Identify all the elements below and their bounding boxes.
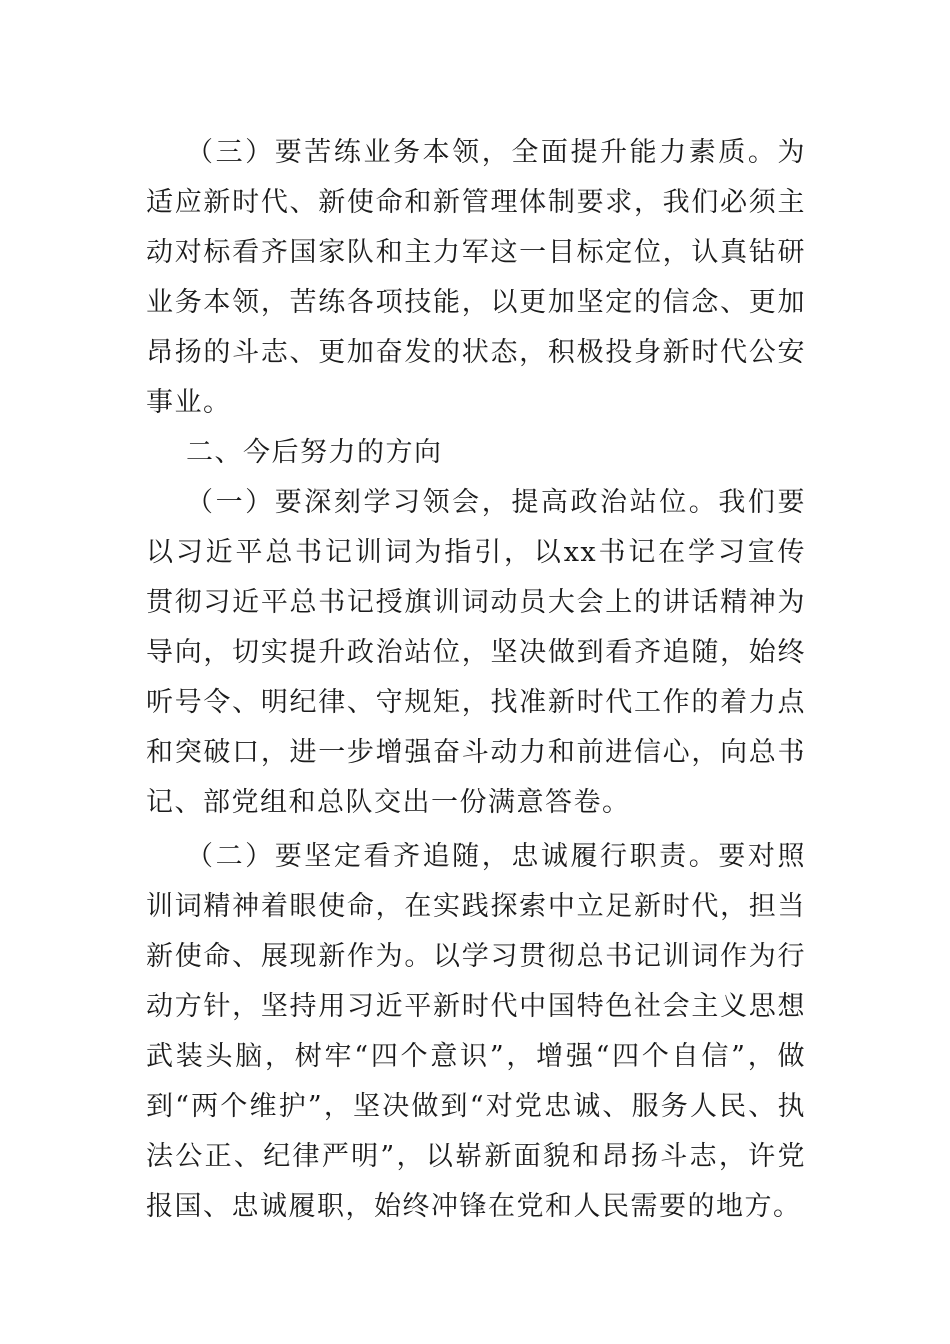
- paragraph-section-3-business-skills: （三）要苦练业务本领，全面提升能力素质。为适应新时代、新使命和新管理体制要求，我们必须主动对标看齐国家队和主力军这一目标定位，认真钻研业务本领，苦练各项技能，以更加坚定的信念、更加昂扬的斗志、更加奋发的状态，积极投身新时代公安事业。: [146, 137, 806, 418]
- paragraph-section-2-loyal-duty: （二）要坚定看齐追随，忠诚履行职责。要对照训词精神着眼使命，在实践探索中立足新时代，担当新使命、展现新作为。以学习贯彻总书记训词作为行动方针，坚持用习近平新时代中国特色社会主义思想武装头脑，树牢“四个意识”，增强“四个自信”，做到“两个维护”，坚决做到“对党忠诚、服务人民、执法公正、纪律严明”，以崭新面貌和昂扬斗志，许党报国、忠诚履职，始终冲锋在党和人民需要的地方。: [146, 841, 806, 1222]
- paragraph-section-1-political-stance: （一）要深刻学习领会，提高政治站位。我们要以习近平总书记训词为指引，以xx书记在学习宣传贯彻习近平总书记授旗训词动员大会上的讲话精神为导向，切实提升政治站位，坚决做到看齐追随，始终听号令、明纪律、守规矩，找准新时代工作的着力点和突破口，进一步增强奋斗动力和前进信心，向总书记、部党组和总队交出一份满意答卷。: [146, 487, 806, 818]
- document-body: [146, 128, 806, 1232]
- section-heading-future-direction: 二、今后努力的方向: [186, 437, 443, 468]
